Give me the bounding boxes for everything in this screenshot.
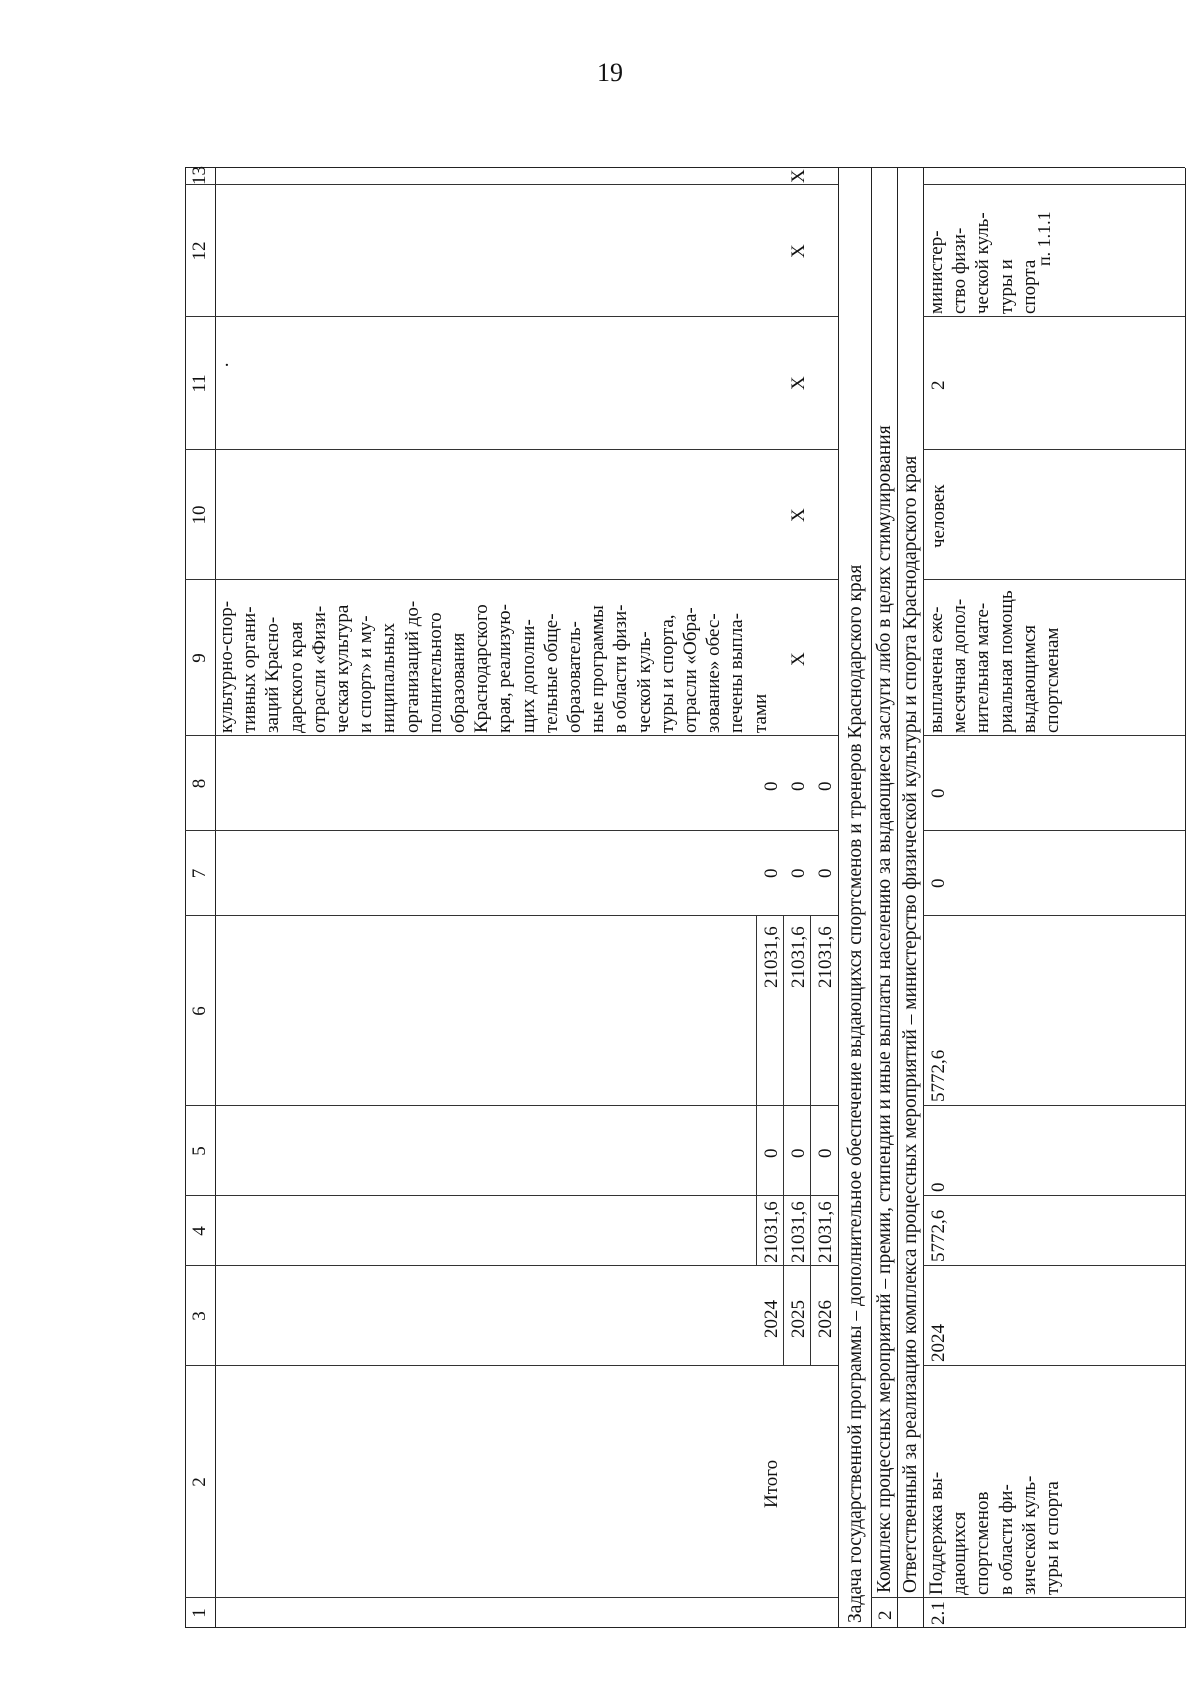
col-header-7: 7 xyxy=(189,868,210,879)
col-header-8: 8 xyxy=(189,778,210,789)
itogo-c4: 21031,6 xyxy=(815,1201,836,1263)
itogo-c12: Х xyxy=(788,244,809,258)
table-border-right xyxy=(185,167,1185,168)
col-header-4: 4 xyxy=(189,1226,210,1236)
itogo-year: 2024 xyxy=(761,1300,782,1338)
row-2-1-c4: 5772,6 xyxy=(928,1209,949,1262)
row-2-1-value: 2 xyxy=(928,380,949,390)
col-header-9: 9 xyxy=(189,653,210,663)
row-2-1-c8: 0 xyxy=(928,788,949,798)
itogo-c11: Х xyxy=(788,376,809,390)
itogo-c8: 0 xyxy=(761,781,782,791)
col-header-3: 3 xyxy=(189,1311,210,1321)
complex-number: 2 xyxy=(875,1610,896,1620)
rotated-table xyxy=(185,168,1185,1628)
itogo-c9: Х xyxy=(788,652,809,666)
itogo-c5: 0 xyxy=(815,1148,836,1158)
col-header-10: 10 xyxy=(189,505,210,525)
responsible-line: Ответственный за реализацию комплекса процессных мероприятий – министерство физической культуры и спорта Краснодарского края xyxy=(900,455,921,1593)
section-line xyxy=(838,168,839,1628)
stray-mark: · xyxy=(217,361,238,368)
itogo-year: 2025 xyxy=(788,1300,809,1338)
row-2-1-unit: человек xyxy=(928,484,949,548)
itogo-c7: 0 xyxy=(761,868,782,878)
itogo-c6: 21031,6 xyxy=(815,926,836,988)
itogo-c4: 21031,6 xyxy=(788,1201,809,1263)
itogo-c5: 0 xyxy=(761,1148,782,1158)
itogo-c10: Х xyxy=(788,508,809,522)
row-2-1-ref: п. 1.1.1 xyxy=(1034,211,1054,266)
header-row-line xyxy=(215,168,216,1628)
row-2-1-executor: министер- ство физи- ческой куль- туры и спорта xyxy=(926,212,1040,314)
col9-continuation: культурно-спор- тивных органи- заций Красно- дарского края отрасли «Физи- ческая культура и спорт» и му- ниципальных организаций до- полнительного образования Краснодарского края, реализую- щих дополни- тельные обще- образователь- ные программы в области физи- ческой куль- туры и спорта, отрасли «Обра- зование» обес- печены выпла- тами xyxy=(216,600,771,733)
row-2-1-name: Поддержка вы- дающихся спортсменов в области фи- зической куль- туры и спорта xyxy=(926,1471,1064,1595)
task-line: Задача государственной программы – дополнительное обеспечение выдающихся спортсменов и тренеров Краснодарского края xyxy=(845,564,866,1623)
page-number: 19 xyxy=(597,58,623,87)
itogo-label: Итого xyxy=(761,1459,782,1508)
col-header-5: 5 xyxy=(189,1146,210,1156)
col-header-13: 13 xyxy=(189,166,210,185)
itogo-c5: 0 xyxy=(788,1148,809,1158)
itogo-c8: 0 xyxy=(788,781,809,791)
row-2-1-year: 2024 xyxy=(928,1324,949,1362)
itogo-c8: 0 xyxy=(815,781,836,791)
itogo-c7: 0 xyxy=(815,868,836,878)
table-border-bottom xyxy=(1185,168,1186,1628)
row-2-1-number: 2.1 xyxy=(928,1601,949,1625)
row-2-1-result: выплачена еже- месячная допол- нительная мате- риальная помощь выдающимся спортсменам xyxy=(926,590,1064,733)
itogo-year: 2026 xyxy=(815,1300,836,1338)
table-border-left xyxy=(185,1627,1185,1628)
col-header-12: 12 xyxy=(189,241,210,261)
itogo-c6: 21031,6 xyxy=(761,926,782,988)
itogo-c6: 21031,6 xyxy=(788,926,809,988)
itogo-c13: Х xyxy=(788,169,809,183)
col-header-2: 2 xyxy=(189,1477,210,1487)
row-2-1-c5: 0 xyxy=(928,1182,949,1192)
row-2-1-c6: 5772,6 xyxy=(928,1049,949,1102)
col-header-11: 11 xyxy=(189,374,210,393)
row-2-1-c7: 0 xyxy=(928,878,949,888)
itogo-c4: 21031,6 xyxy=(761,1201,782,1263)
col-header-6: 6 xyxy=(189,1006,210,1016)
complex-text: Комплекс процессных мероприятий – премии, стипендии и иные выплаты населению за выдающиеся заслуги либо в целях стимулирования xyxy=(874,425,895,1593)
itogo-c7: 0 xyxy=(788,868,809,878)
col-header-1: 1 xyxy=(189,1608,210,1618)
